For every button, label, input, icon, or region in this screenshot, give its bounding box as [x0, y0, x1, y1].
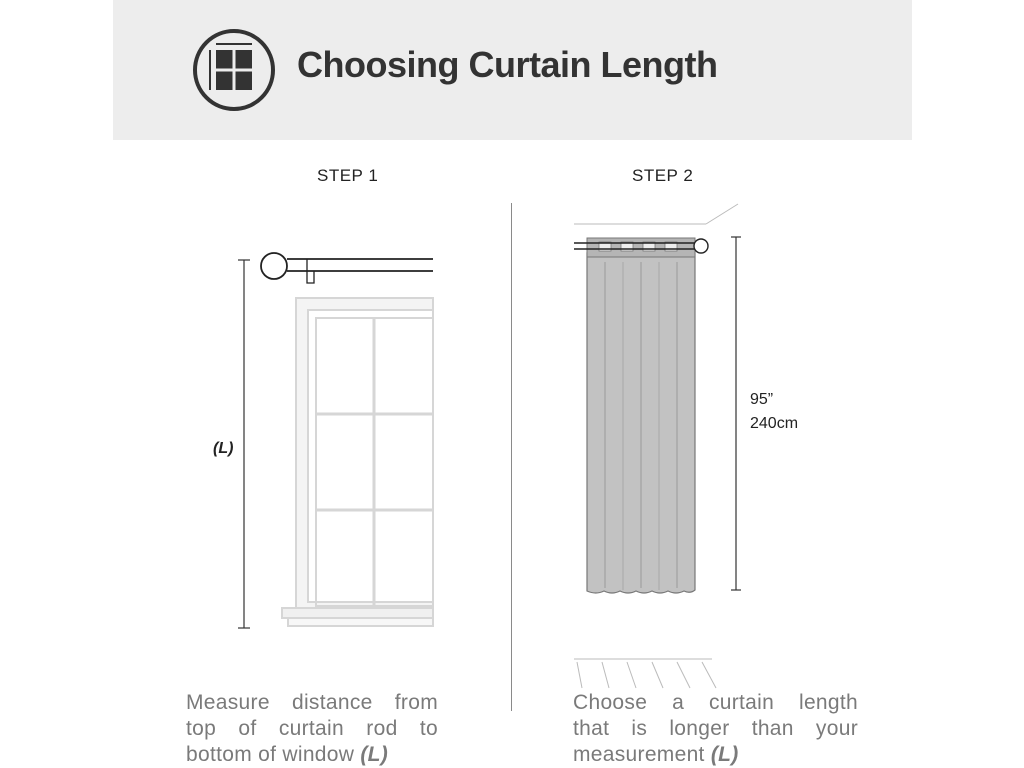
caption-text: measurement [573, 743, 705, 766]
floor-lines [574, 659, 716, 688]
step-2-title: STEP 2 [632, 166, 694, 185]
step-1-length-label: (L) [213, 440, 234, 457]
caption-emphasis: (L) [360, 743, 389, 766]
caption-line: Choose a curtain length [573, 691, 858, 714]
caption-line: Measure distance from [186, 691, 438, 714]
page-title: Choosing Curtain Length [297, 44, 718, 85]
measure-line-right [731, 237, 741, 590]
caption-text: bottom of window [186, 743, 355, 766]
wall-corner-lines [574, 204, 738, 224]
caption-line: that is longer than your [573, 717, 858, 740]
step-1-caption [186, 690, 438, 768]
step-1-title: STEP 1 [317, 166, 379, 185]
caption-line-last [573, 742, 858, 768]
caption-line-last [186, 742, 438, 768]
caption-line: top of curtain rod to [186, 717, 438, 740]
step-2-inches-label: 95” [750, 391, 774, 408]
caption-emphasis: (L) [710, 743, 739, 766]
step-2-caption [573, 690, 858, 768]
step-2-cm-label: 240cm [750, 415, 799, 432]
curtain-panel [587, 238, 695, 593]
